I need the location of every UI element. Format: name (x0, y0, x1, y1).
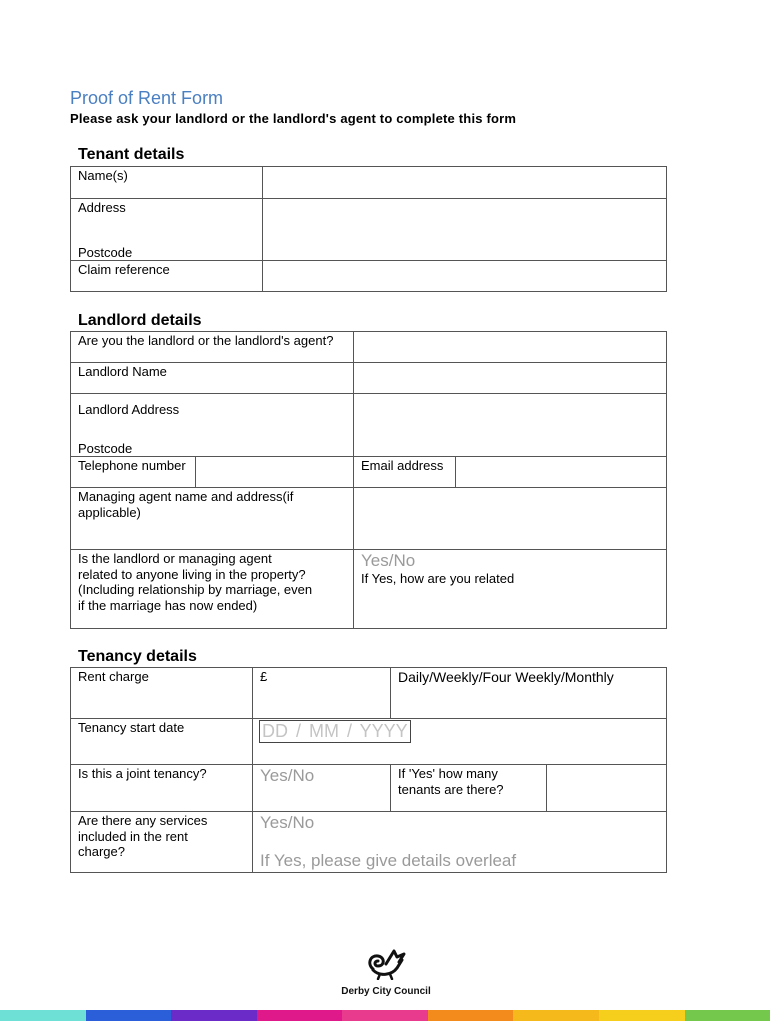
tenant-details-table (70, 166, 667, 292)
managing-agent-label: Managing agent name and address(if applicable) (71, 488, 354, 550)
landlord-name-label: Landlord Name (71, 363, 354, 394)
postcode-label: Postcode (78, 244, 133, 260)
email-field[interactable] (456, 457, 667, 488)
claim-reference-label: Claim reference (71, 261, 263, 292)
footer-color-bar (0, 1010, 770, 1021)
services-followup: If Yes, please give details overleaf (260, 851, 517, 870)
related-answer-cell[interactable] (354, 550, 667, 629)
address-field[interactable] (263, 199, 667, 261)
landlord-role-field[interactable] (354, 332, 667, 363)
footer-color-segment (0, 1010, 86, 1021)
landlord-postcode-label: Postcode (78, 440, 133, 456)
names-label: Name(s) (71, 167, 263, 199)
council-logo (334, 944, 438, 997)
rent-charge-label: Rent charge (71, 668, 253, 719)
derby-ram-icon (364, 944, 408, 980)
joint-tenancy-answer[interactable] (253, 765, 391, 812)
landlord-name-field[interactable] (354, 363, 667, 394)
joint-tenancy-label: Is this a joint tenancy? (71, 765, 253, 812)
related-question: Is the landlord or managing agent related to anyone living in the property? (Including relationship by marriage, even if the marriage has now ended) (71, 550, 354, 629)
managing-agent-field[interactable] (354, 488, 667, 550)
claim-reference-field[interactable] (263, 261, 667, 292)
landlord-address-label-cell (71, 394, 354, 457)
rent-frequency-field[interactable]: Daily/Weekly/Four Weekly/Monthly (391, 668, 667, 719)
landlord-section-heading: Landlord details (78, 312, 202, 329)
services-answer-cell[interactable] (253, 812, 667, 873)
joint-yes-no[interactable]: Yes/No (260, 766, 315, 785)
rent-amount-field[interactable]: £ (253, 668, 391, 719)
tenancy-section-heading: Tenancy details (78, 648, 197, 665)
council-name: Derby City Council (341, 986, 431, 997)
tenancy-details-table (70, 667, 667, 873)
page-subtitle: Please ask your landlord or the landlord's agent to complete this form (70, 111, 517, 126)
services-label: Are there any services included in the rent charge? (71, 812, 253, 873)
email-label: Email address (354, 457, 456, 488)
tenancy-start-cell (253, 719, 667, 765)
footer-color-segment (685, 1010, 770, 1021)
footer-color-segment (257, 1010, 343, 1021)
address-label: Address (78, 200, 126, 215)
related-yes-no[interactable]: Yes/No (361, 551, 416, 570)
landlord-details-table (70, 331, 667, 629)
names-field[interactable] (263, 167, 667, 199)
footer-color-segment (86, 1010, 172, 1021)
services-yes-no[interactable]: Yes/No (260, 813, 315, 832)
address-label-cell (71, 199, 263, 261)
tenant-section-heading: Tenant details (78, 146, 185, 163)
related-followup-label: If Yes, how are you related (361, 571, 515, 586)
landlord-address-field[interactable] (354, 394, 667, 457)
footer-color-segment (342, 1010, 428, 1021)
footer-color-segment (171, 1010, 257, 1021)
tenancy-start-date-input[interactable]: DD / MM / YYYY (259, 720, 411, 743)
tenants-count-field[interactable] (547, 765, 667, 812)
telephone-field[interactable] (196, 457, 354, 488)
telephone-label: Telephone number (71, 457, 196, 488)
footer-color-segment (599, 1010, 685, 1021)
tenants-count-label: If 'Yes' how many tenants are there? (391, 765, 547, 812)
tenancy-start-label: Tenancy start date (71, 719, 253, 765)
footer-color-segment (513, 1010, 599, 1021)
landlord-address-label: Landlord Address (78, 402, 180, 417)
footer-color-segment (428, 1010, 514, 1021)
landlord-role-question: Are you the landlord or the landlord's agent? (71, 332, 354, 363)
page-title: Proof of Rent Form (70, 88, 224, 108)
